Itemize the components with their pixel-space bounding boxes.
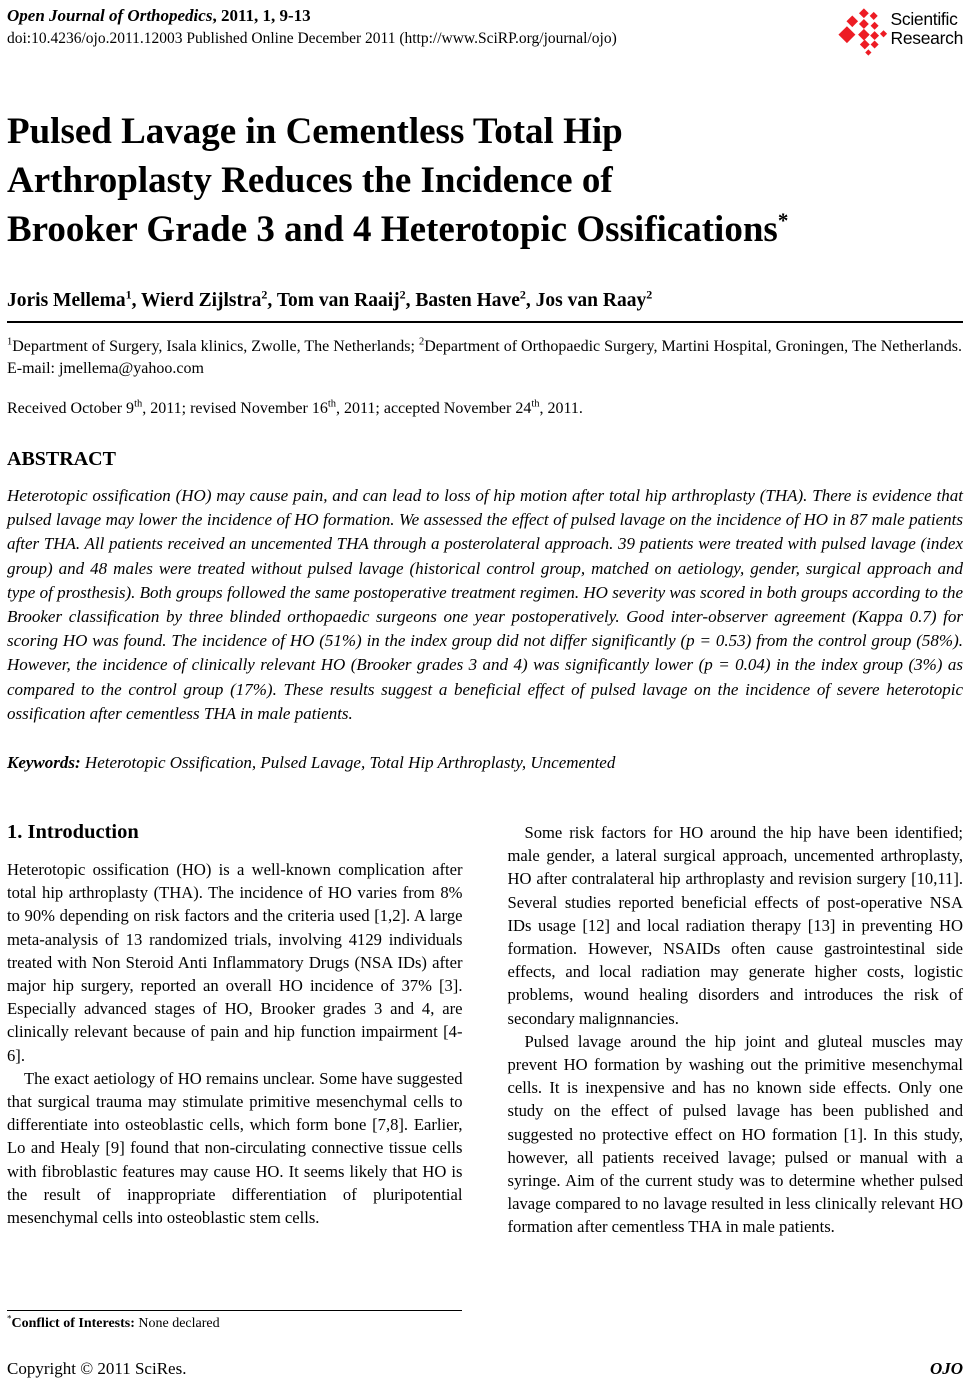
right-column	[508, 821, 964, 1333]
section-heading-introduction: 1. Introduction	[7, 821, 139, 844]
title-line-3	[7, 205, 963, 254]
paper-title	[7, 107, 963, 254]
doi-line: doi:10.4236/ojo.2011.12003 Published Online December 2011 (http://www.SciRP.org/journal/ojo)	[7, 30, 617, 47]
email-line: E-mail: jmellema@yahoo.com	[7, 359, 204, 377]
intro-paragraph-3: Some risk factors for HO around the hip have been identified; male gender, a lateral surgical approach, uncemented arthroplasty, HO after contralateral hip arthroplasty and revision surgery [10,11]. Several studies reported beneficial effects of post-operative NSA IDs usage [12] and local radiation therapy [13] in preventing HO formation. However, NSAIDs often cause gastrointestinal side effects, and local radiation may generate higher costs, logistic problems, wound healing disorders and introduces the risk of secondary malignnancies.	[507, 823, 963, 1028]
received-line: Received October 9th, 2011; revised November 16th, 2011; accepted November 24th, 2011.	[7, 398, 583, 417]
conflict-of-interests-footnote: *Conflict of Interests: None declared	[7, 1310, 462, 1333]
title-footnote-marker: *	[777, 208, 789, 233]
copyright-text: Copyright © 2011 SciRes.	[7, 1359, 187, 1378]
affiliation: $^1$Department of Surgery, Isala klinics, Zwolle, The Netherlands; $^2$Department of Orthopaedic Surgery, Martini Hospital, Groningen, The Netherlands.	[7, 336, 962, 355]
abstract-heading: ABSTRACT	[7, 448, 116, 470]
journal-abbreviation: OJO	[929, 1359, 963, 1378]
abstract-text: Heterotopic ossification (HO) may cause pain, and can lead to loss of hip motion after total hip arthroplasty (THA). There is evidence that pulsed lavage may lower the incidence of HO formation. We assessed the effect of pulsed lavage on the incidence of HO in 87 male patients after THA. All patients received an uncemented THA through a posterolateral approach. 39 patients were treated with pulsed lavage (index group) and 48 males were treated without pulsed lavage (historical control group, matched on aetiology, gender, surgical approach and type of prosthesis). Both groups followed the same postoperative treatment regimen. HO severity was scored in both groups according to the Brooker classification by three blinded orthopaedic surgeons one year postoperatively. Good inter-observer agreement (Kappa 0.7) for scoring HO was found. The incidence of HO (51%) in the index group did not differ significantly (p = 0.53) from the control group (58%). However, the incidence of clinically relevant HO (Brooker grades 3 and 4) was significantly lower (p = 0.04) in the index group (3%) as compared to the control group (17%). These results suggest a beneficial effect of pulsed lavage on the incidence of severe heterotopic ossification after cementless THA in male patients.	[7, 486, 963, 723]
intro-paragraph-4: Pulsed lavage around the hip joint and gluteal muscles may prevent HO formation by washing out the primitive mesenchymal cells. It is inexpensive and has no known side effects. Only one study on the effect of pulsed lavage has been published and suggested no protective effect on HO formation [1]. In this study, however, all patients received lavage; pulsed or manual with a syringe. Aim of the current study was to determine whether pulsed lavage compared to no lavage resulted in less clinically relevant HO formation after cementless THA in male patients.	[507, 1031, 963, 1237]
intro-paragraph-2: The exact aetiology of HO remains unclear. Some have suggested that surgical trauma may stimulate primitive mesenchymal cells to differentiate into osteoblastic cells, which form bone [7,8]. Earlier, Lo and Healy [9] found that non-circulating connective tissue cells with fibroblastic features may cause HO. It seems likely that HO is the result of inappropriate differentiation of pluripotential mesenchymal cells into osteoblastic stem cells.	[7, 1068, 463, 1228]
left-column	[7, 821, 463, 1333]
publisher-name	[891, 10, 964, 48]
title-line-1: Pulsed Lavage in Cementless Total Hip	[7, 111, 623, 152]
keywords-line	[7, 753, 963, 773]
diamond-cluster-icon	[838, 7, 888, 57]
authors-line: Joris Mellema$^1$, Wierd Zijlstra$^2$, Tom van Raaij$^2$, Basten Have$^2$, Jos van Raay$^2$	[7, 287, 653, 311]
title-line-2: Arthroplasty Reduces the Incidence of	[7, 160, 613, 201]
page-footer	[7, 1359, 963, 1379]
two-column-body	[7, 821, 963, 1333]
author-divider-rule	[7, 321, 963, 323]
masthead-text	[7, 6, 617, 48]
masthead	[7, 6, 963, 57]
publisher-name-line1: Scientific	[890, 9, 958, 29]
journal-citation: Open Journal of Orthopedics, 2011, 1, 9-13	[7, 6, 311, 25]
title-line-3-text: Brooker Grade 3 and 4 Heterotopic Ossifications	[7, 209, 778, 250]
intro-paragraph-1: Heterotopic ossification (HO) is a well-known complication after total hip arthroplasty (THA). The incidence of HO varies from 8% to 90% depending on risk factors and the criteria used [1,2]. A large meta-analysis of 13 randomized trials, involving 4129 individuals treated with Non Steroid Anti Inflammatory Drugs (NSA IDs) after major hip surgery, reported an overall HO incidence of 37% [3]. Especially advanced stages of HO, Brooker grades 3 and 4, are clinically relevant because of pain and hip function impairment [4-6].	[7, 860, 463, 1065]
keywords-label: Keywords:	[7, 753, 81, 773]
publisher-name-line2: Research	[890, 28, 963, 48]
keywords-text: Heterotopic Ossification, Pulsed Lavage, Total Hip Arthroplasty, Uncemented	[80, 753, 616, 773]
publisher-logo	[838, 7, 964, 57]
